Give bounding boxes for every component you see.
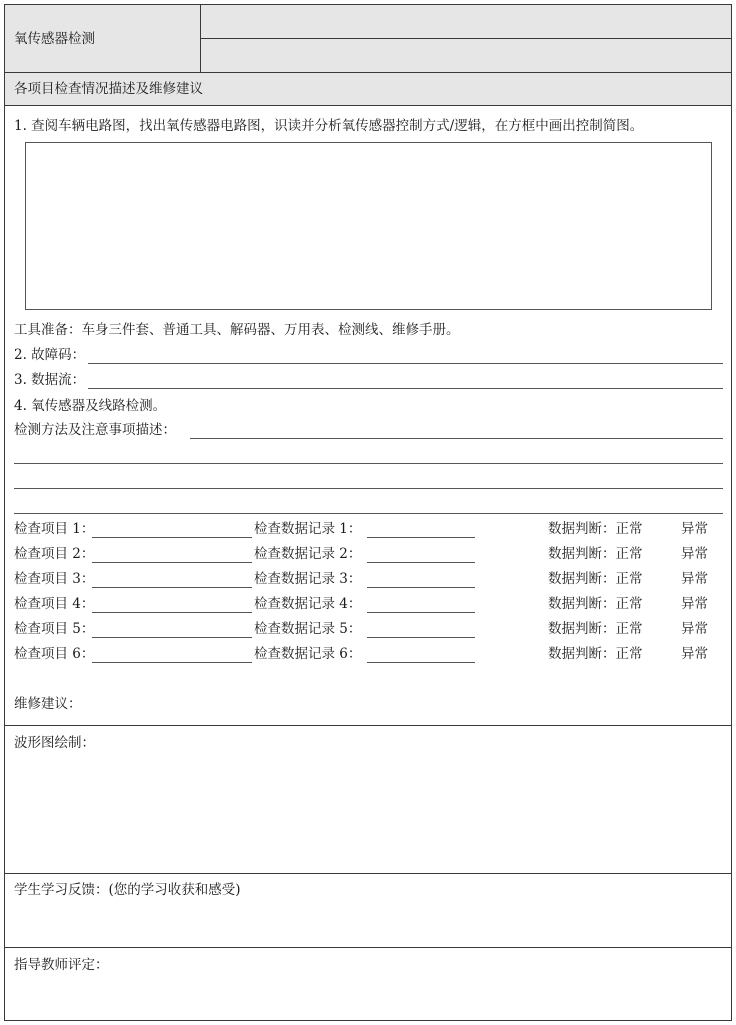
check-record-field[interactable] <box>367 662 475 663</box>
check-item-field[interactable] <box>92 537 252 538</box>
step4-label: 4. 氧传感器及线路检测。 <box>14 398 167 414</box>
repair-suggestion-label: 维修建议： <box>14 696 82 712</box>
check-judge-normal[interactable]: 数据判断：正常 <box>548 571 643 587</box>
check-item-label: 检查项目 4： <box>14 596 95 612</box>
check-judge-normal[interactable]: 数据判断：正常 <box>548 646 643 662</box>
fault-code-field[interactable] <box>88 363 723 364</box>
check-judge-abnormal[interactable]: 异常 <box>681 546 708 562</box>
check-item-label: 检查项目 1： <box>14 521 95 537</box>
check-record-label: 检查数据记录 5： <box>254 621 362 637</box>
step1-instruction: 1. 查阅车辆电路图，找出氧传感器电路图，识读并分析氧传感器控制方式/逻辑，在方框中画出控制简图。 <box>14 118 644 134</box>
teacher-evaluation-area[interactable] <box>5 977 731 1020</box>
control-diagram-box[interactable] <box>25 142 712 310</box>
check-record-label: 检查数据记录 6： <box>254 646 362 662</box>
student-feedback-label: 学生学习反馈：(您的学习收获和感受) <box>14 882 241 898</box>
check-judge-abnormal[interactable]: 异常 <box>681 571 708 587</box>
tools-text: 工具准备：车身三件套、普通工具、解码器、万用表、检测线、维修手册。 <box>14 322 460 338</box>
student-feedback-area[interactable] <box>5 902 731 947</box>
page-title: 氧传感器检测 <box>14 31 95 47</box>
method-label: 检测方法及注意事项描述： <box>14 422 176 438</box>
check-judge-abnormal[interactable]: 异常 <box>681 646 708 662</box>
method-field-1[interactable] <box>190 438 723 439</box>
check-record-label: 检查数据记录 3： <box>254 571 362 587</box>
check-item-label: 检查项目 5： <box>14 621 95 637</box>
teacher-evaluation-label: 指导教师评定： <box>14 957 109 973</box>
check-item-field[interactable] <box>92 612 252 613</box>
check-item-label: 检查项目 3： <box>14 571 95 587</box>
fault-code-label: 2. 故障码： <box>14 347 86 363</box>
check-item-field[interactable] <box>92 562 252 563</box>
check-judge-normal[interactable]: 数据判断：正常 <box>548 596 643 612</box>
check-record-label: 检查数据记录 4： <box>254 596 362 612</box>
check-item-field[interactable] <box>92 662 252 663</box>
check-record-field[interactable] <box>367 587 475 588</box>
method-field-4[interactable] <box>14 513 723 514</box>
check-item-label: 检查项目 2： <box>14 546 95 562</box>
check-record-label: 检查数据记录 2： <box>254 546 362 562</box>
data-stream-label: 3. 数据流： <box>14 372 86 388</box>
check-item-label: 检查项目 6： <box>14 646 95 662</box>
header-inner-rule <box>200 38 731 39</box>
check-judge-abnormal[interactable]: 异常 <box>681 596 708 612</box>
waveform-area[interactable] <box>5 755 731 873</box>
method-field-3[interactable] <box>14 488 723 489</box>
check-item-field[interactable] <box>92 637 252 638</box>
check-judge-normal[interactable]: 数据判断：正常 <box>548 521 643 537</box>
check-record-field[interactable] <box>367 612 475 613</box>
check-judge-normal[interactable]: 数据判断：正常 <box>548 621 643 637</box>
check-item-field[interactable] <box>92 587 252 588</box>
section-title: 各项目检查情况描述及维修建议 <box>14 81 203 97</box>
waveform-label: 波形图绘制： <box>14 735 95 751</box>
data-stream-field[interactable] <box>88 388 723 389</box>
check-record-field[interactable] <box>367 637 475 638</box>
check-record-field[interactable] <box>367 562 475 563</box>
check-judge-abnormal[interactable]: 异常 <box>681 521 708 537</box>
check-judge-normal[interactable]: 数据判断：正常 <box>548 546 643 562</box>
check-record-field[interactable] <box>367 537 475 538</box>
method-field-2[interactable] <box>14 463 723 464</box>
check-judge-abnormal[interactable]: 异常 <box>681 621 708 637</box>
check-record-label: 检查数据记录 1： <box>254 521 362 537</box>
